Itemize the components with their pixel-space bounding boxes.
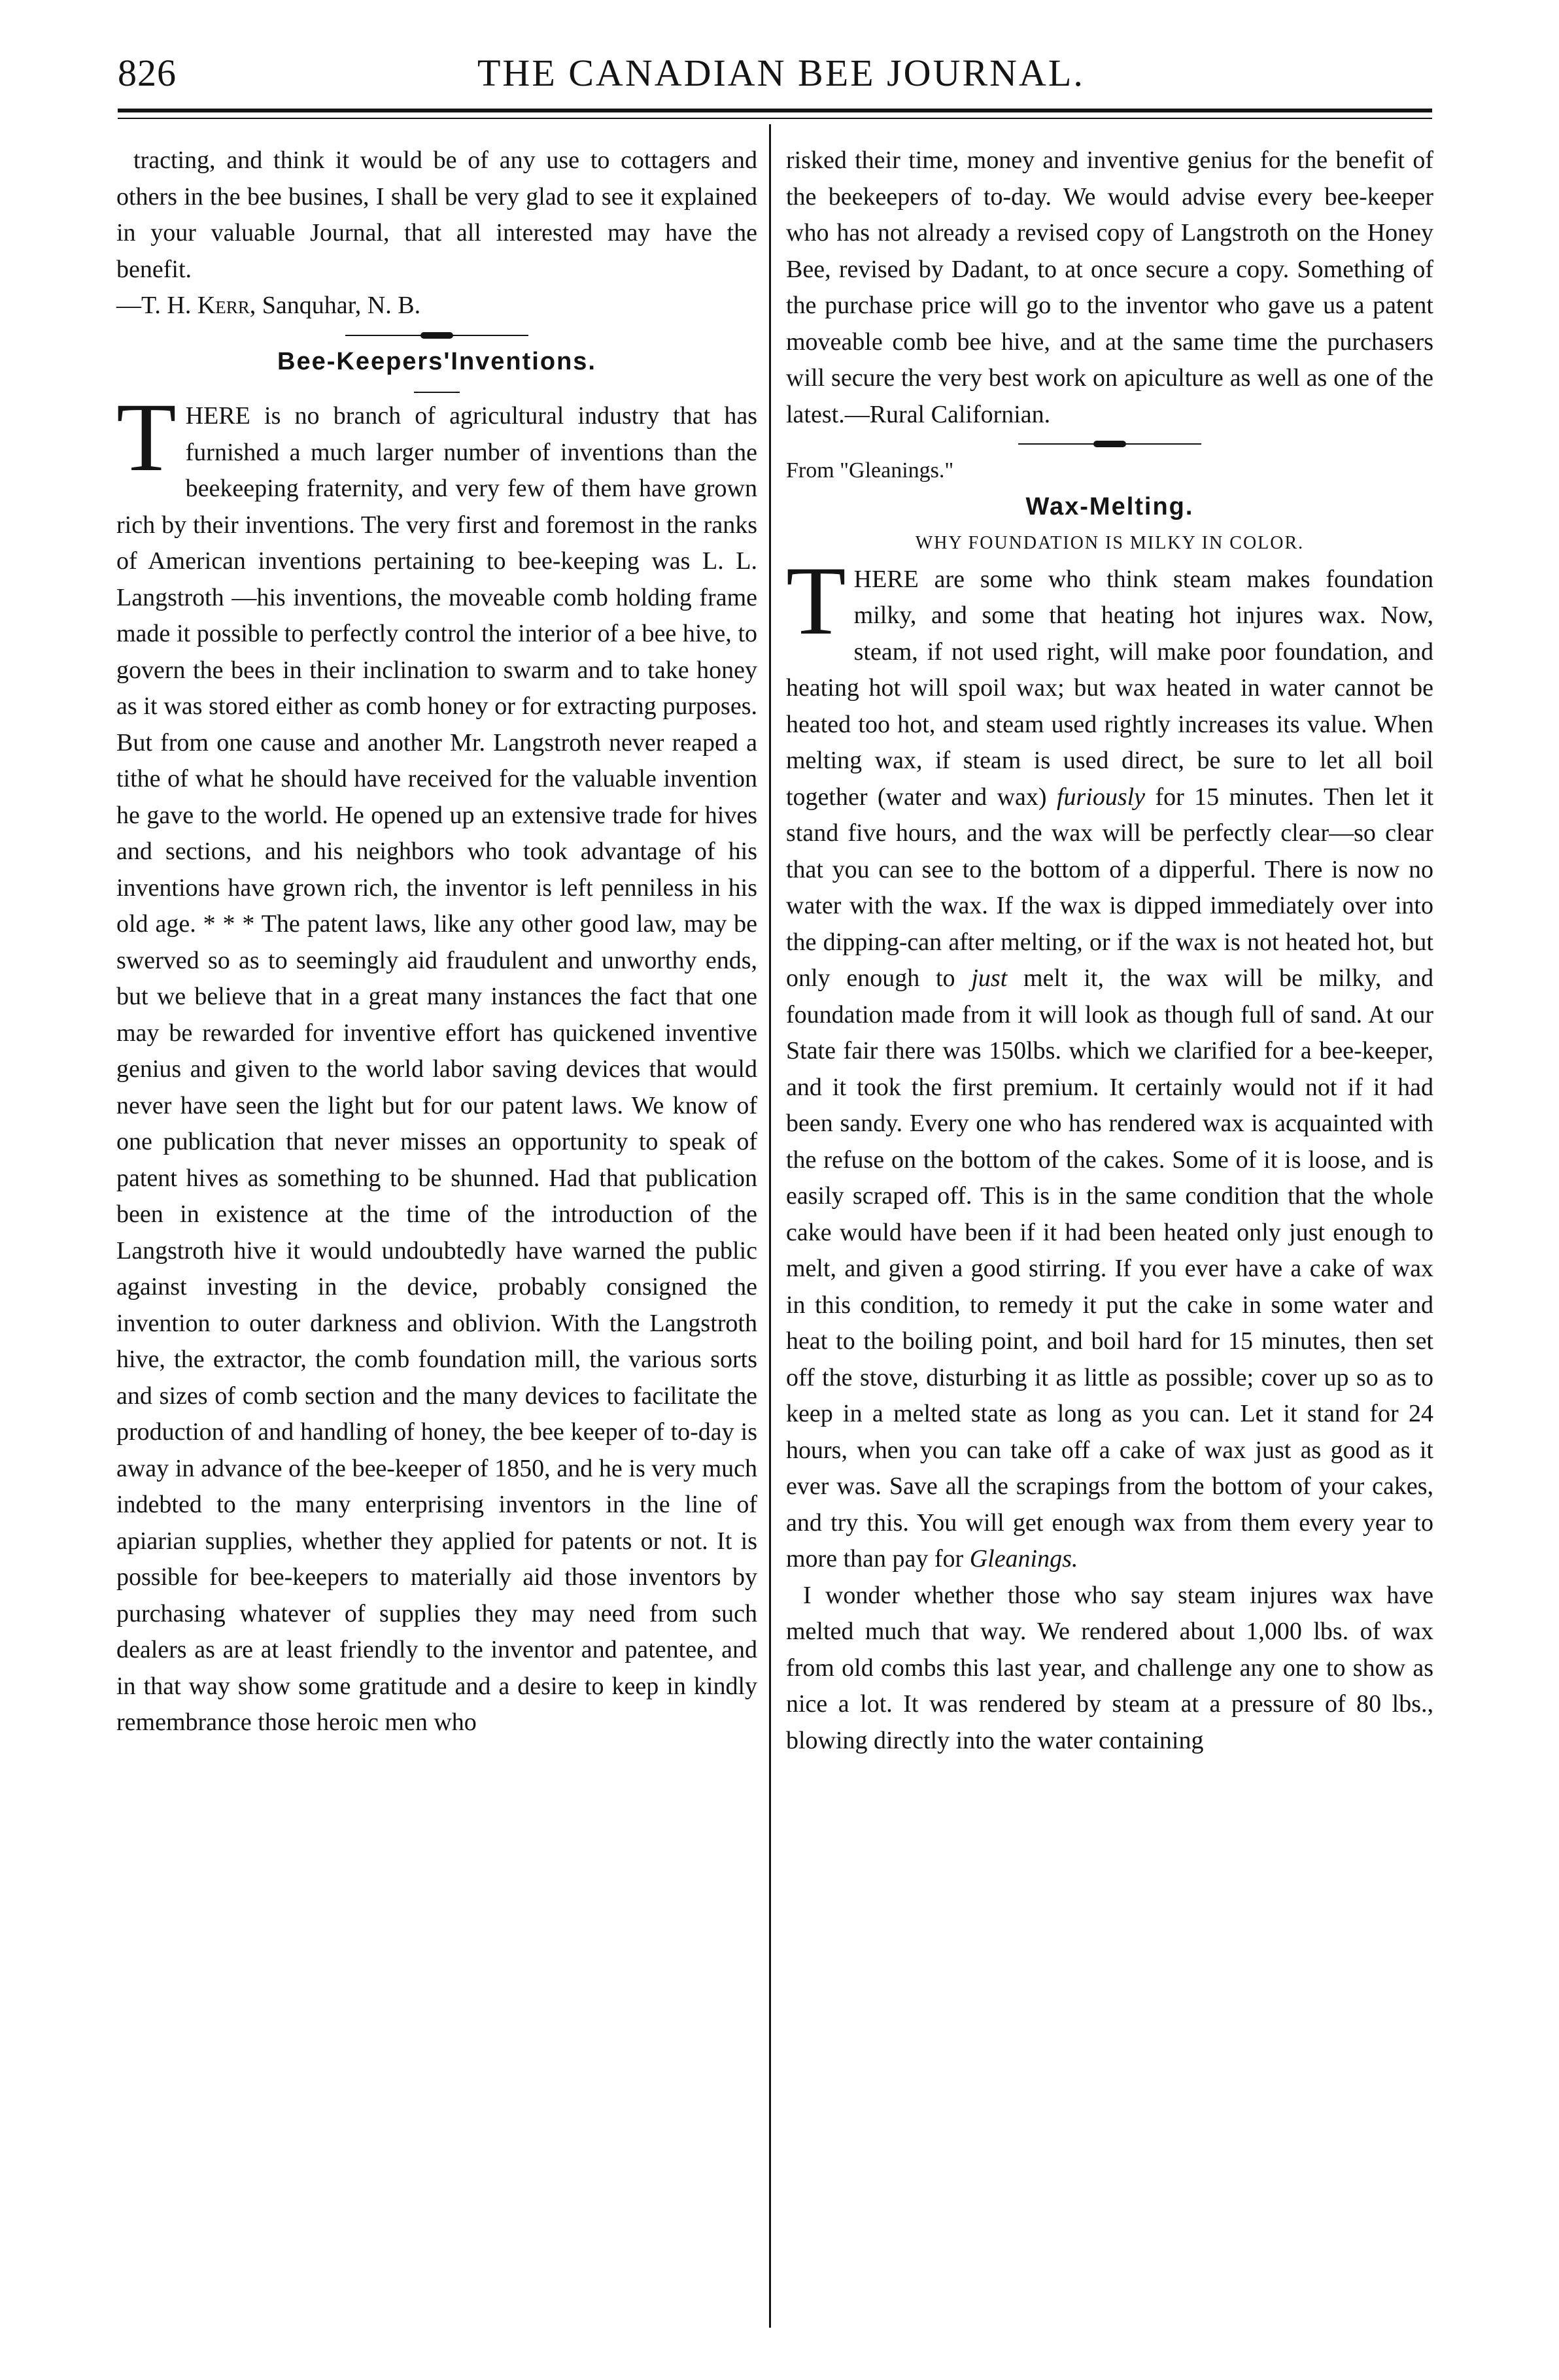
wax-article-text-3: melt it, the wax will be milky, and foundation made from it will look as though full of sand. At our State fair there was 150lbs. which we clarified for a bee-keeper, and it took the first premium. It certainly would not if it had been sandy. Every one who has rendered wax is acquainted with the refuse on the bottom of the cakes. Some of it is loose, and is easily scraped off. This is in the same condition that the whole cake would have been if it had been heated only just enough to melt, and given a good stirring. If you ever have a cake of wax in this condition, to remedy it put the cake in some water and heat to the boiling point, and boil hard for 15 minutes, then set off the stove, disturbing it as little as possible; cover up so as to keep in a melted state as long as you can. Let it stand for 24 hours, when you can take off a cake of wax just as good as it ever was. Save all the scrapings from the bottom of your cakes, and try this. You will get enough wax from them every year to more than pay for: [786, 964, 1433, 1572]
ornamental-separator: [1018, 439, 1201, 449]
wax-article: [786, 546, 1434, 1578]
inventions-article: [116, 383, 757, 1741]
wax-article-text-2: for 15 minutes. Then let it stand five hours, and the wax will be perfectly clear—so clear that you can see to the bottom of a dipperful. There is now no water with the wax. If the wax is dipped immediately over into the dipping-can after melting, or if the wax is not heated hot, but only enough to: [786, 783, 1434, 992]
continuation-paragraph: risked their time, money and inventive genius for the benefit of the beekeepers of to-day. We would advise every bee-keeper who has not already a revised copy of Langstroth on the Honey Bee, revised by Dadant, to at once secure a copy. Something of the purchase price will go to the inventor who gave us a patent moveable comb bee hive, and at the same time the purchasers will secure the very best work on apiculture as well as one of the latest.—Rural Californian.: [786, 146, 1433, 428]
wax-article-text-1: HERE are some who think steam makes foundation milky, and some that heating hot injures wax. Now, steam, if not used right, will make poor foundation, and heating hot will spoil wax; but wax heated in water cannot be heated too hot, and steam used rightly increases its value. When melting wax, if steam is used direct, be sure to let all boil together (water and wax): [786, 565, 1433, 811]
header-rule-thin: [118, 118, 1432, 119]
header-rule-thick: [118, 109, 1432, 112]
section-heading-wax: Wax-Melting.: [1025, 492, 1194, 520]
column-divider: [769, 124, 771, 2328]
inventions-article-text: HERE is no branch of agricultural industry that has furnished a much larger number of inventions than the beekeeping fraternity, and very few of them have grown rich by their inventions. The very first and foremost in the ranks of American inventions pertaining to bee-keeping was L. L. Langstroth —his inventions, the moveable comb holding frame made it possible to perfectly control the interior of a bee hive, to govern the bees in their inclination to swarm and to take honey as it was stored either as comb honey or for extracting purposes. But from one cause and another Mr. Langstroth never reaped a tithe of what he should have received for the valuable invention he gave to the world. He opened up an extensive trade for hives and sections, and his neighbors who took advantage of his inventions have grown rich, the inventor is left penniless in his old age. * * * The patent laws, like any other good law, may be swerved so as to seemingly aid fraudulent and unworthy ends, but we believe that in a great many instances the fact that one may be rewarded for inventive effort has quickened inventive genius and given to the world labor saving devices that would never have seen the light but for our patent laws. We know of one publication that never misses an opportunity to speak of patent hives as something to be shunned. Had that publication been in existence at the time of the introduction of the Langstroth hive it would undoubtedly have warned the public against investing in the device, probably consigned the invention to outer darkness and oblivion. With the Langstroth hive, the extractor, the comb foundation mill, the various sorts and sizes of comb section and the many devices to facilitate the production of and handling of honey, the bee keeper of to-day is away in advance of the bee-keeper of 1850, and he is very much indebted to the many enterprising inventors in the line of apiarian supplies, whether they applied for patents or not. It is possible for bee-keepers to materially aid those inventors by purchasing whatever of supplies they may need from such dealers as are at least friendly to the inventor and patentee, and in that way show some gratitude and a desire to keep in kindly remembrance those heroic men who: [116, 402, 757, 1736]
journal-title: THE CANADIAN BEE JOURNAL.: [477, 52, 1085, 94]
ornamental-separator: [345, 331, 528, 340]
wax-article-emphasis: just: [971, 964, 1008, 992]
wax-paragraph-2: I wonder whether those who say steam injures wax have melted much that way. We rendered about 1,000 lbs. of wax from old combs this last year, and challenge any one to show as nice a lot. It was rendered by steam at a pressure of 80 lbs., blowing directly into the water containing: [786, 1581, 1433, 1754]
source-line: From "Gleanings.": [786, 458, 954, 483]
intro-paragraph: [116, 143, 757, 324]
left-column: [116, 143, 757, 1741]
intro-signature-place: , Sanquhar, N. B.: [249, 292, 421, 319]
page-header: [118, 51, 1432, 103]
right-column: [786, 143, 1433, 1759]
intro-signature-prefix: —T. H.: [116, 292, 197, 319]
wax-article-emphasis: furiously: [1056, 783, 1146, 811]
intro-signature-name: Kerr: [197, 292, 250, 319]
sub-heading: WHY FOUNDATION IS MILKY IN COLOR.: [915, 533, 1305, 553]
wax-article-emphasis: Gleanings.: [969, 1545, 1078, 1572]
drop-cap-letter: T: [116, 383, 177, 492]
drop-cap-letter: T: [786, 546, 846, 655]
section-heading-inventions: Bee-Keepers'Inventions.: [277, 347, 596, 375]
heading-short-rule: [414, 392, 460, 393]
page-number: 826: [118, 52, 177, 94]
intro-text: tracting, and think it would be of any use to cottagers and others in the bee busines, I shall be very glad to see it explained in your valuable Journal, that all interested may have the benefit.: [116, 146, 757, 283]
